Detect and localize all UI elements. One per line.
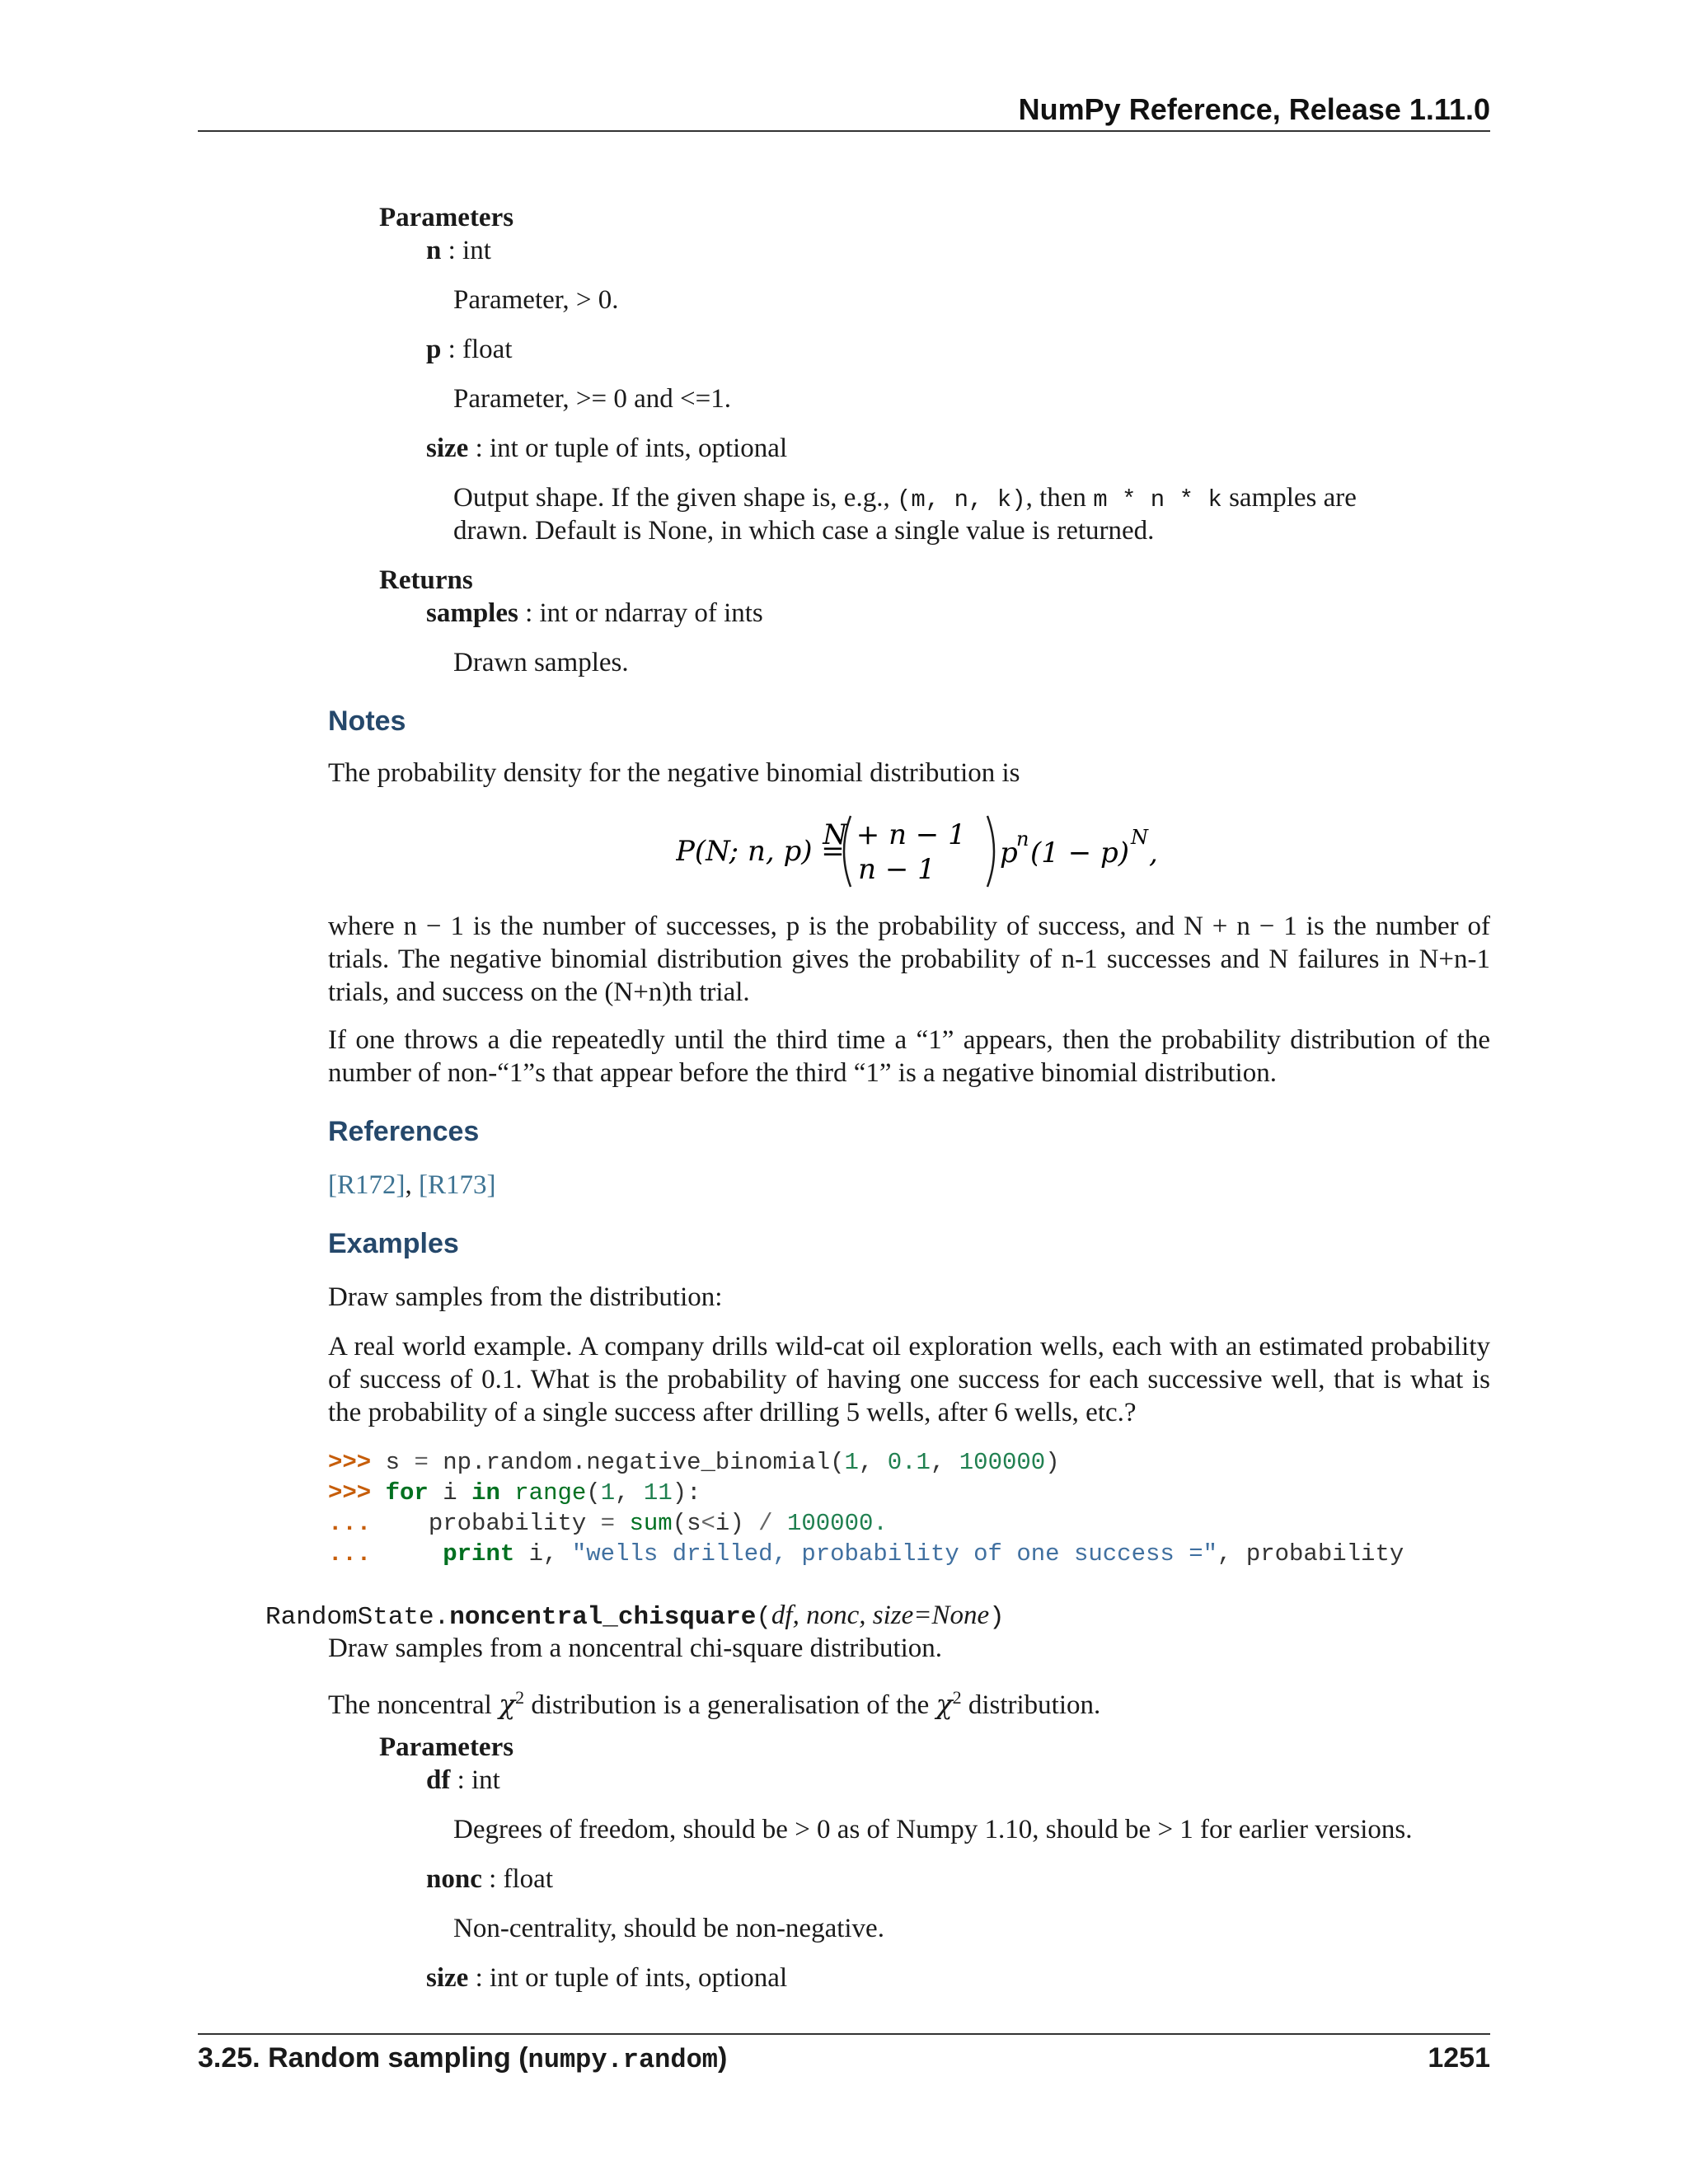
returns-heading: Returns (379, 565, 473, 595)
references-list (328, 1169, 496, 1202)
notes-heading: Notes (328, 705, 406, 737)
code-token: i, (514, 1540, 572, 1568)
code-operator: / (758, 1510, 773, 1537)
text: , then (1025, 483, 1094, 513)
signature-function-name: noncentral_chisquare (449, 1603, 757, 1632)
code-string: "wells drilled, probability of one success =" (571, 1540, 1218, 1568)
code-token: i) (715, 1510, 759, 1537)
signature-open-paren: ( (756, 1603, 771, 1632)
code-token: , (930, 1449, 959, 1476)
code-token: , probability (1217, 1540, 1404, 1568)
param-name: size (426, 434, 469, 463)
code-token: , (858, 1449, 888, 1476)
superscript: 2 (515, 1687, 525, 1708)
notes-intro: The probability density for the negative binomial distribution is (328, 758, 1020, 788)
superscript: 2 (952, 1687, 962, 1708)
return-type: : int or ndarray of ints (518, 598, 763, 628)
code-token: ) (1045, 1449, 1060, 1476)
param-name: nonc (426, 1864, 482, 1894)
code-token: ): (672, 1479, 701, 1507)
param-type: : float (481, 1864, 554, 1894)
param-name: n (426, 236, 442, 265)
code-number: 0.1 (887, 1449, 931, 1476)
running-head: NumPy Reference, Release 1.11.0 (1018, 92, 1490, 126)
code-operator: = (414, 1449, 429, 1476)
formula-p: p (1000, 837, 1018, 869)
text: distribution. (961, 1690, 1101, 1720)
formula-exp-N: N (1131, 826, 1148, 849)
right-paren (987, 816, 994, 887)
reference-link-r172[interactable]: [R172] (328, 1170, 406, 1200)
param-size (426, 432, 787, 465)
inline-code: m * n * k (1093, 486, 1222, 513)
param-n-desc: Parameter, > 0. (453, 285, 619, 315)
parameters-heading: Parameters (379, 203, 514, 232)
code-number: 1 (600, 1479, 616, 1507)
signature-close-paren: ) (989, 1603, 1005, 1632)
references-heading: References (328, 1116, 480, 1147)
param-df-desc: Degrees of freedom, should be > 0 as of Numpy 1.10, should be > 1 for earlier versions. (453, 1815, 1413, 1844)
param-type: : int (450, 1765, 500, 1795)
code-token: (s (672, 1510, 701, 1537)
formula-lhs: P(N; n, p) = (676, 835, 845, 868)
code-line (328, 1508, 1404, 1539)
param-type: : int (441, 236, 491, 265)
signature-class: RandomState. (265, 1603, 450, 1632)
text: The noncentral (328, 1690, 499, 1720)
return-samples (426, 597, 763, 630)
code-number: 100000 (959, 1449, 1046, 1476)
code-block (328, 1447, 1404, 1569)
footer-rule (198, 2033, 1490, 2035)
reference-separator: , (405, 1170, 419, 1200)
text: Output shape. If the given shape is, e.g., (453, 483, 897, 513)
param-name: df (426, 1765, 451, 1795)
inline-code: (m, n, k) (896, 486, 1026, 513)
footer-section (198, 2042, 727, 2075)
code-line (328, 1539, 1404, 1569)
binom-top: N + n − 1 (823, 818, 966, 851)
code-operator: = (600, 1510, 616, 1537)
code-operator: < (701, 1510, 715, 1537)
code-line (328, 1447, 1404, 1478)
code-token: s (371, 1449, 415, 1476)
param-type: : int or tuple of ints, optional (468, 1963, 788, 1993)
notes-paragraph-2: If one throws a die repeatedly until the third time a “1” appears, then the probability distribution of the number of non-“1”s that appear before the third “1” is a negative binomial distribution. (328, 1025, 1490, 1088)
negative-binomial-formula (676, 806, 1187, 897)
code-token: probability (371, 1510, 601, 1537)
param-nonc-desc: Non-centrality, should be non-negative. (453, 1914, 884, 1943)
function-description (328, 1681, 1100, 1722)
code-builtin: range (514, 1479, 587, 1507)
code-keyword: print (443, 1540, 515, 1568)
parameters-heading: Parameters (379, 1732, 514, 1762)
param-type: : int or tuple of ints, optional (468, 434, 788, 463)
formula-comma: , (1149, 837, 1158, 869)
param-name: size (426, 1963, 469, 1993)
param-type: : float (441, 335, 513, 364)
code-keyword: in (471, 1479, 500, 1507)
notes-paragraph-1: where n − 1 is the number of successes, p is the probability of success, and N + n − 1 is the number of trials. The negative binomial distribution gives the probability of n-1 successes and N failures in N+n-1 trials, and success on the (N+n)th trial. (328, 912, 1490, 1007)
footer-section-code: numpy.random (528, 2045, 718, 2075)
formula-svg (676, 806, 1187, 897)
code-keyword: for (385, 1479, 429, 1507)
code-prompt: ... (328, 1510, 372, 1537)
code-number: 11 (643, 1479, 673, 1507)
page-number: 1251 (1428, 2042, 1490, 2074)
text: distribution is a generalisation of the (524, 1690, 936, 1720)
code-token: ( (586, 1479, 601, 1507)
code-token: i (428, 1479, 472, 1507)
function-signature (265, 1599, 1005, 1634)
code-number: 100000. (786, 1510, 888, 1537)
code-prompt: ... (328, 1540, 372, 1568)
param-p-desc: Parameter, >= 0 and <=1. (453, 384, 732, 414)
binom-bottom: n − 1 (858, 853, 935, 886)
param-size (426, 1961, 787, 1994)
code-prompt: >>> (328, 1449, 372, 1476)
footer-section-close: ) (717, 2042, 728, 2074)
return-desc: Drawn samples. (453, 648, 629, 677)
param-nonc (426, 1863, 553, 1896)
param-n (426, 234, 491, 267)
code-prompt: >>> (328, 1479, 372, 1507)
examples-paragraph: A real world example. A company drills wild-cat oil exploration wells, each with an estimated probability of success of 0.1. What is the probability of having one success for each successive well, that is what is the probability of a single success after drilling 5 wells, after 6 wells, etc.? (328, 1332, 1490, 1427)
reference-link-r173[interactable]: [R173] (419, 1170, 496, 1200)
code-line (328, 1478, 1404, 1508)
code-token: , (615, 1479, 644, 1507)
param-name: p (426, 335, 442, 364)
text: samples are (1221, 483, 1357, 513)
formula-one-minus-p: (1 − p) (1030, 837, 1130, 869)
footer-section-text: 3.25. Random sampling ( (198, 2042, 528, 2074)
function-summary: Draw samples from a noncentral chi-square distribution. (328, 1633, 943, 1663)
code-builtin: sum (629, 1510, 673, 1537)
return-name: samples (426, 598, 518, 628)
chi-symbol: χ (935, 1688, 953, 1720)
signature-args: df, nonc, size=None (771, 1601, 990, 1630)
header-rule (198, 130, 1490, 132)
code-number: 1 (844, 1449, 859, 1476)
param-size-desc-line1 (453, 481, 1357, 517)
examples-heading: Examples (328, 1228, 459, 1259)
examples-intro: Draw samples from the distribution: (328, 1282, 723, 1312)
code-token: np.random.negative_binomial( (428, 1449, 845, 1476)
param-size-desc-line2: drawn. Default is None, in which case a single value is returned. (453, 516, 1155, 546)
formula-exp-n: n (1016, 827, 1029, 851)
param-p (426, 333, 513, 366)
param-df (426, 1764, 500, 1797)
chi-symbol: χ (499, 1688, 516, 1720)
